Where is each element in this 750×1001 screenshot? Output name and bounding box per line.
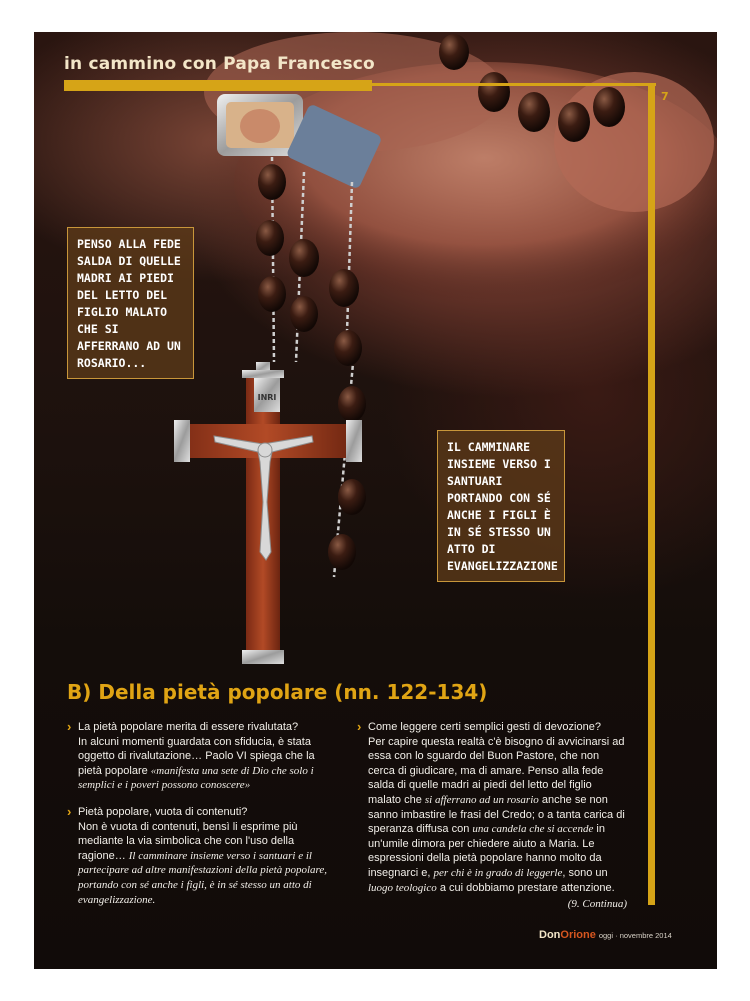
magazine-page [34, 32, 717, 969]
answer-3-italic-1: si afferrano ad un rosario [424, 793, 539, 806]
continued-note: (9. Continua) [567, 898, 627, 911]
answer-2-italic: Il camminare insieme verso i santuari e il partecipare ad altre manifestazioni della pietà popolare, portando con sé anche i figli, è in sé stesso un atto di evangelizzazione. [78, 849, 327, 906]
paragraph-1 [67, 720, 333, 793]
paragraph-2 [67, 805, 333, 907]
answer-1-italic: «manifesta una sete di Dio che solo i semplici e i poveri possono conoscere» [78, 764, 314, 792]
crucifix [174, 362, 362, 664]
vertical-rule [648, 83, 655, 905]
right-column [357, 720, 627, 924]
question-3: Come leggere certi semplici gesti di devozione? [368, 721, 601, 733]
answer-2: Non è vuota di contenuti, bensì li esprime più mediante la via simbolica che con l'uso della ragione… [78, 820, 298, 862]
section-title: B) Della pietà popolare (nn. 122-134) [67, 680, 488, 704]
pull-quote-1: PENSO ALLA FEDE SALDA DI QUELLE MADRI AI PIEDI DEL LETTO DEL FIGLIO MALATO CHE SI AFFERRANO AD UN ROSARIO... [67, 227, 194, 379]
inri-label: INRI [257, 393, 277, 402]
section-header: in cammino con Papa Francesco [64, 54, 375, 74]
brand-name-b: Orione [560, 929, 596, 941]
question-1: La pietà popolare merita di essere rivalutata? [78, 721, 299, 733]
answer-3-italic-2: una candela che si accende [472, 823, 594, 836]
answer-3-italic-4: luogo teologico [368, 881, 437, 894]
answer-3-part-2: anche se non sanno imbastire le frasi del Credo; o a tanta carica di speranza diffusa con [368, 793, 625, 836]
answer-3-part-5: a cui dobbiamo prestare attenzione. [439, 881, 615, 894]
left-column [67, 720, 333, 919]
pull-quote-2: IL CAMMINARE INSIEME VERSO I SANTUARI PORTANDO CON SÉ ANCHE I FIGLI È IN SÉ STESSO UN ATTO DI EVANGELIZZAZIONE [437, 430, 565, 582]
answer-3-italic-3: per chi è in grado di leggerle [433, 866, 563, 879]
answer-3-part-3: in un'umile dimora per chiedere aiuto a Maria. Le espressioni della pietà popolare hanno molto da insegnarci e, [368, 823, 605, 879]
chevron-bullet-icon: › [67, 803, 72, 819]
header-accent-bar [64, 80, 372, 91]
chevron-bullet-icon: › [357, 719, 362, 734]
issue-date: oggi · novembre 2014 [598, 931, 672, 940]
answer-3-part-1: Per capire questa realtà c'è bisogno di avvicinarsi ad essa con lo sguardo del Buon Pastore, che non cerca di giudicare, ma di amare. Penso alla fede salda di quelle madri ai piedi del letto del figlio malato che [368, 735, 625, 806]
chevron-bullet-icon: › [67, 719, 72, 734]
header-rule [372, 83, 656, 86]
footer [539, 929, 672, 941]
paragraph-3 [357, 720, 627, 912]
question-2: Pietà popolare, vuota di contenuti? [78, 805, 248, 818]
answer-1: In alcuni momenti guardata con sfiducia, è stata oggetto di rivalutazione… Paolo VI spiega che la pietà popolare [78, 735, 315, 777]
page-number: 7 [661, 90, 669, 103]
brand-name-a: Don [539, 929, 561, 941]
answer-3-part-4: , sono un [562, 866, 608, 879]
